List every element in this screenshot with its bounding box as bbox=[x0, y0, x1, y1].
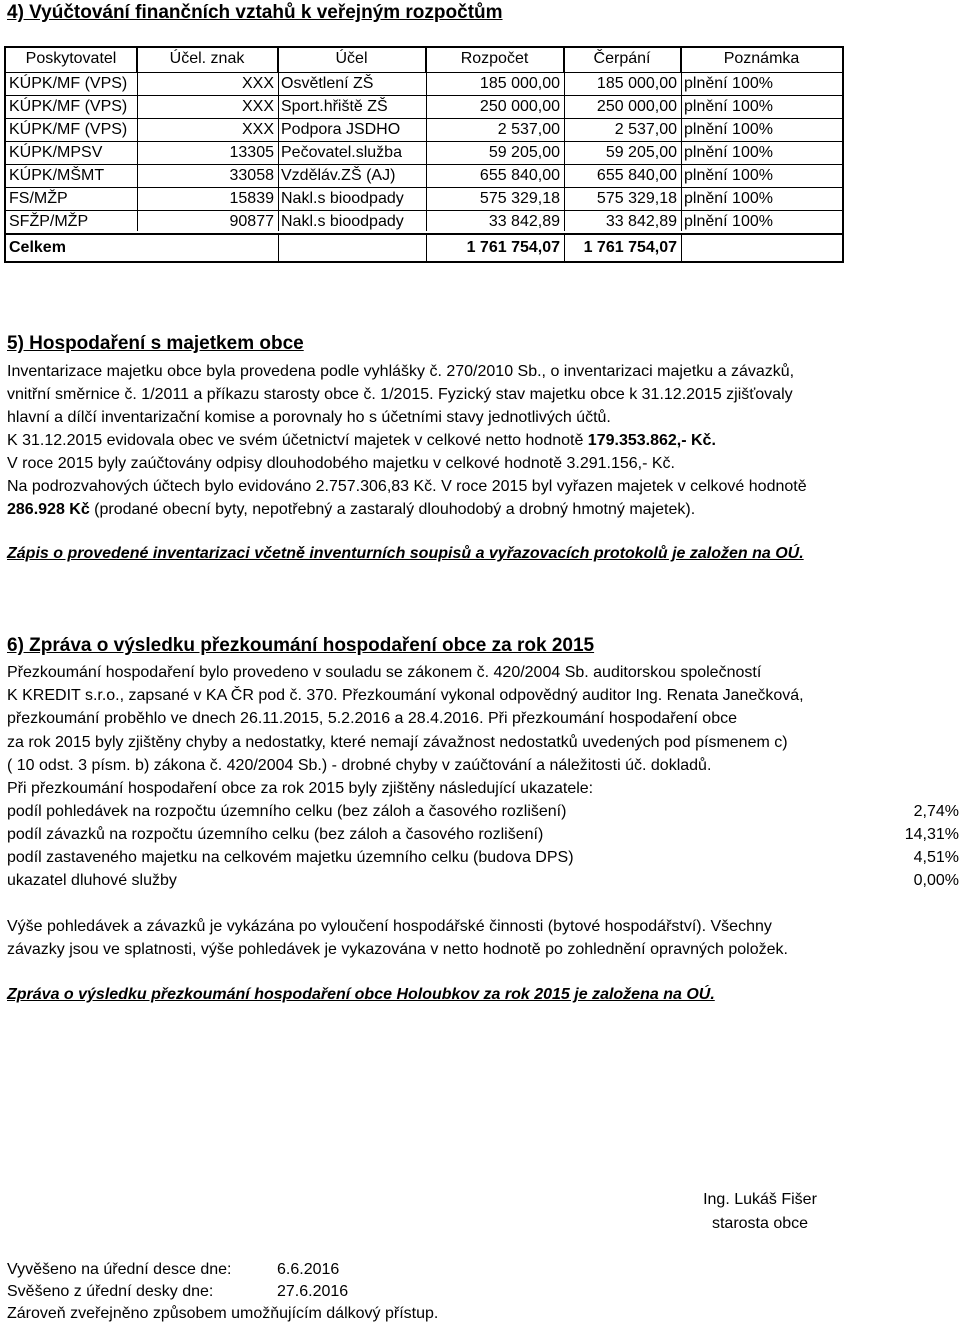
cell-code: 15839 bbox=[229, 190, 274, 207]
s6-line-4: za rok 2015 byly zjištěny chyby a nedostatky, které nemají závažnost nedostatků uvedených pod písmenem c) bbox=[7, 734, 788, 751]
header-provider: Poskytovatel bbox=[6, 48, 137, 72]
s6-report-note: Zpráva o výsledku přezkoumání hospodaření obce Holoubkov za rok 2015 je založena na OÚ. bbox=[7, 986, 715, 1003]
section-4-title: 4) Vyúčtování finančních vztahů k veřejným rozpočtům bbox=[7, 2, 503, 23]
cell-note: plnění 100% bbox=[684, 75, 773, 92]
s6-line-6: Při přezkoumání hospodaření obce za rok 2015 byly zjištěny následující ukazatele: bbox=[7, 780, 594, 797]
indicator-value: 2,74% bbox=[913, 803, 959, 820]
indicator-label: ukazatel dluhové služby bbox=[7, 872, 177, 889]
s6-line-1: Přezkoumání hospodaření bylo provedeno v souladu se zákonem č. 420/2004 Sb. auditorskou společností bbox=[7, 664, 762, 681]
header-spent: Čerpání bbox=[564, 48, 681, 72]
cell-spent: 59 205,00 bbox=[605, 144, 677, 161]
indicator-label: podíl závazků na rozpočtu územního celku (bez záloh a časového rozlišení) bbox=[7, 826, 544, 843]
cell-spent: 33 842,89 bbox=[605, 213, 677, 230]
s5-line-4-text: K 31.12.2015 evidovala obec ve svém účetnictví majetek v celkové netto hodnotě bbox=[7, 432, 588, 449]
s5-disposed-value: 286.928 Kč bbox=[7, 501, 90, 518]
cell-code: XXX bbox=[241, 98, 274, 115]
cell-purpose: Pečovatel.služba bbox=[281, 144, 402, 161]
cell-note: plnění 100% bbox=[684, 144, 773, 161]
cell-spent: 185 000,00 bbox=[596, 75, 677, 92]
s5-line-6: Na podrozvahových účtech bylo evidováno 2.757.306,83 Kč. V roce 2015 byl vyřazen majetek v celkové hodnotě bbox=[7, 478, 807, 495]
cell-budget: 655 840,00 bbox=[479, 167, 560, 184]
cell-provider: KÚPK/MF (VPS) bbox=[9, 98, 128, 115]
s5-line-3: hlavní a dílčí inventarizační komise a porovnaly ho s účetními stavy jednotlivých účtů. bbox=[7, 409, 611, 426]
cell-budget: 250 000,00 bbox=[479, 98, 560, 115]
s5-line-2: vnitřní směrnice č. 1/2011 a příkazu starosty obce č. 1/2015. Fyzický stav majetku obce k 31.12.2015 zjišťovaly bbox=[7, 386, 793, 403]
removed-line bbox=[7, 1281, 348, 1303]
total-vline-2 bbox=[426, 235, 427, 261]
cell-budget: 185 000,00 bbox=[479, 75, 560, 92]
indicator-row bbox=[7, 823, 959, 846]
s6-line-5: ( 10 odst. 3 písm. b) zákona č. 420/2004 Sb.) - drobné chyby v zaúčtování a náležitosti úč. dokladů. bbox=[7, 757, 712, 774]
s5-line-7-text: (prodané obecní byty, nepotřebný a zastaralý dlouhodobý a drobný hmotný majetek). bbox=[89, 501, 696, 518]
cell-code: 13305 bbox=[229, 144, 274, 161]
cell-spent: 250 000,00 bbox=[596, 98, 677, 115]
cell-spent: 575 329,18 bbox=[596, 190, 677, 207]
s6-para2-line-1: Výše pohledávek a závazků je vykázána po vyloučení hospodářské činnosti (bytové hospodářství). Všechny bbox=[7, 918, 772, 935]
total-label: Celkem bbox=[9, 239, 66, 256]
total-vline-4 bbox=[681, 235, 682, 261]
table-row bbox=[6, 187, 842, 210]
cell-purpose: Vzděláv.ZŠ (AJ) bbox=[281, 167, 396, 184]
posted-label: Vyvěšeno na úřední desce dne: bbox=[7, 1261, 232, 1278]
cell-provider: KÚPK/MF (VPS) bbox=[9, 121, 128, 138]
header-budget: Rozpočet bbox=[426, 48, 564, 72]
removed-date: 27.6.2016 bbox=[277, 1283, 349, 1300]
header-purpose: Účel bbox=[278, 48, 426, 72]
cell-note: plnění 100% bbox=[684, 190, 773, 207]
indicator-row bbox=[7, 846, 959, 869]
finance-table bbox=[4, 46, 844, 263]
cell-spent: 2 537,00 bbox=[614, 121, 677, 138]
column-divider bbox=[681, 48, 682, 231]
cell-provider: SFŽP/MŽP bbox=[9, 213, 89, 230]
table-row bbox=[6, 210, 842, 233]
table-row bbox=[6, 164, 842, 187]
total-vline-3 bbox=[564, 235, 565, 261]
total-vline-1 bbox=[278, 235, 279, 261]
table-row bbox=[6, 118, 842, 141]
column-divider bbox=[426, 48, 427, 231]
cell-spent: 655 840,00 bbox=[596, 167, 677, 184]
row-divider bbox=[6, 141, 842, 142]
row-divider bbox=[6, 118, 842, 119]
table-header bbox=[6, 48, 842, 72]
indicator-row bbox=[7, 800, 959, 823]
s5-inventory-note: Zápis o provedené inventarizaci včetně inventurních soupisů a vyřazovacích protokolů je založen na OÚ. bbox=[7, 545, 804, 562]
cell-budget: 575 329,18 bbox=[479, 190, 560, 207]
cell-purpose: Podpora JSDHO bbox=[281, 121, 401, 138]
cell-note: plnění 100% bbox=[684, 121, 773, 138]
cell-note: plnění 100% bbox=[684, 167, 773, 184]
indicator-value: 4,51% bbox=[913, 849, 959, 866]
cell-budget: 2 537,00 bbox=[497, 121, 560, 138]
cell-purpose: Nakl.s bioodpady bbox=[281, 190, 404, 207]
table-row bbox=[6, 72, 842, 95]
cell-provider: KÚPK/MŠMT bbox=[9, 167, 105, 184]
s6-line-3: přezkoumání proběhlo ve dnech 26.11.2015, 5.2.2016 a 28.4.2016. Při přezkoumání hospodaření obce bbox=[7, 710, 737, 727]
indicator-row bbox=[7, 869, 959, 892]
row-divider bbox=[6, 210, 842, 211]
indicator-value: 14,31% bbox=[904, 826, 959, 843]
cell-provider: KÚPK/MPSV bbox=[9, 144, 103, 161]
cell-provider: KÚPK/MF (VPS) bbox=[9, 75, 128, 92]
column-divider bbox=[278, 48, 279, 231]
section-5-title: 5) Hospodaření s majetkem obce bbox=[7, 333, 304, 354]
cell-purpose: Sport.hřiště ZŠ bbox=[281, 98, 388, 115]
s5-net-value: 179.353.862,- Kč. bbox=[587, 432, 716, 449]
s6-line-2: K KREDIT s.r.o., zapsané v KA ČR pod č. 370. Přezkoumání vykonal odpovědný auditor Ing. Renata Janečková, bbox=[7, 687, 804, 704]
table-row bbox=[6, 141, 842, 164]
indicator-label: podíl pohledávek na rozpočtu územního celku (bez záloh a časového rozlišení) bbox=[7, 803, 567, 820]
s6-para2-line-2: závazky jsou ve splatnosti, výše pohledávek je vykazována v netto hodnotě po zohlednění opravných položek. bbox=[7, 941, 788, 958]
total-budget: 1 761 754,07 bbox=[466, 239, 560, 256]
cell-code: 33058 bbox=[229, 167, 274, 184]
indicator-label: podíl zastaveného majetku na celkovém majetku územního celku (budova DPS) bbox=[7, 849, 574, 866]
section-6-title: 6) Zpráva o výsledku přezkoumání hospodaření obce za rok 2015 bbox=[7, 635, 595, 656]
cell-code: 90877 bbox=[229, 213, 274, 230]
posted-date: 6.6.2016 bbox=[277, 1261, 340, 1278]
cell-purpose: Osvětlení ZŠ bbox=[281, 75, 374, 92]
s5-line-7 bbox=[7, 498, 695, 521]
cell-code: XXX bbox=[241, 75, 274, 92]
s5-line-4 bbox=[7, 429, 716, 452]
column-divider bbox=[564, 48, 565, 231]
cell-budget: 33 842,89 bbox=[488, 213, 560, 230]
total-spent: 1 761 754,07 bbox=[583, 239, 677, 256]
cell-code: XXX bbox=[241, 121, 274, 138]
column-divider bbox=[137, 48, 138, 231]
posted-line bbox=[7, 1259, 339, 1281]
s5-line-1: Inventarizace majetku obce byla provedena podle vyhlášky č. 270/2010 Sb., o inventarizaci majetku a závazků, bbox=[7, 363, 795, 380]
removed-label: Svěšeno z úřední desky dne: bbox=[7, 1283, 214, 1300]
cell-budget: 59 205,00 bbox=[488, 144, 560, 161]
header-note: Poznámka bbox=[723, 50, 800, 67]
header-code: Účel. znak bbox=[137, 48, 278, 72]
row-divider bbox=[6, 164, 842, 165]
signature-role: starosta obce bbox=[711, 1215, 809, 1232]
signature-name: Ing. Lukáš Fišer bbox=[703, 1191, 817, 1208]
table-row bbox=[6, 95, 842, 118]
cell-purpose: Nakl.s bioodpady bbox=[281, 213, 404, 230]
remote-publication-note: Zároveň zveřejněno způsobem umožňujícím dálkový přístup. bbox=[7, 1305, 439, 1322]
cell-note: plnění 100% bbox=[684, 213, 773, 230]
cell-note: plnění 100% bbox=[684, 98, 773, 115]
s5-line-5: V roce 2015 byly zaúčtovány odpisy dlouhodobého majetku v celkové hodnotě 3.291.156,- Kč. bbox=[7, 455, 675, 472]
row-divider bbox=[6, 187, 842, 188]
row-divider bbox=[6, 95, 842, 96]
indicator-value: 0,00% bbox=[913, 872, 959, 889]
cell-provider: FS/MŽP bbox=[9, 190, 68, 207]
table-total-row bbox=[6, 235, 842, 261]
